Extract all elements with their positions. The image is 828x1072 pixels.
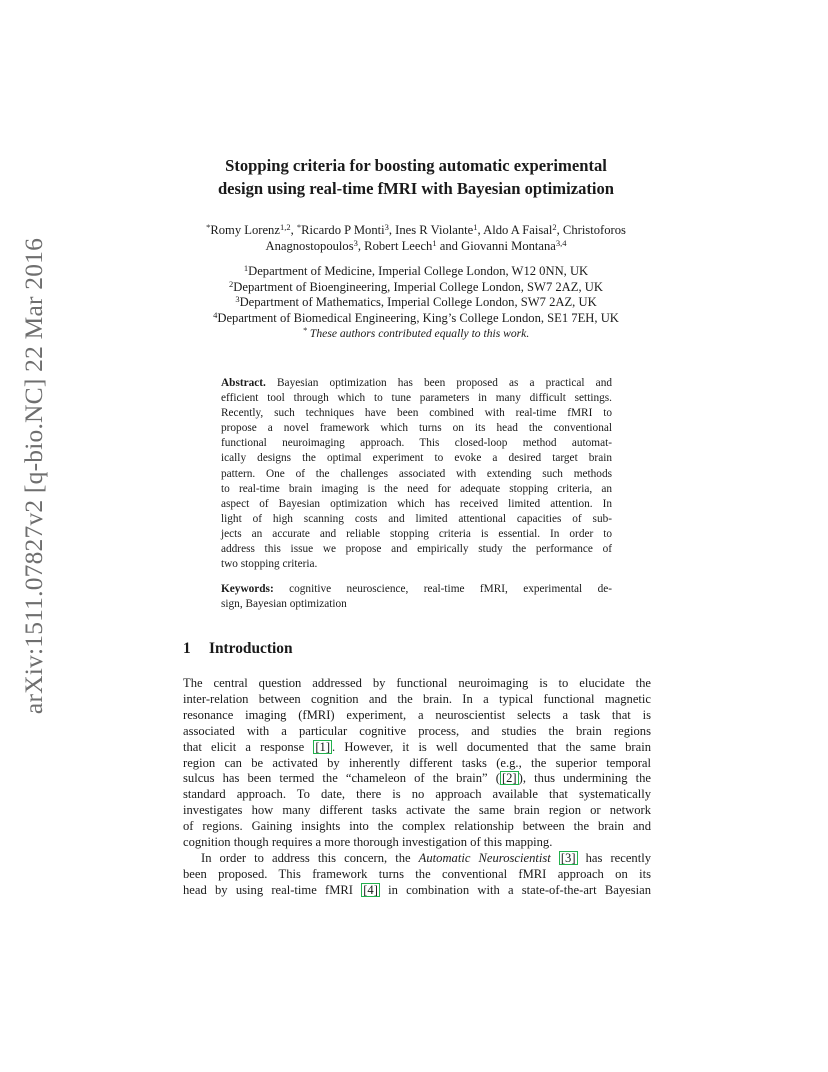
- citation-link[interactable]: [3]: [560, 850, 576, 865]
- affiliation: $^3$Department of Mathematics, Imperial College London, SW7 2AZ, UK: [235, 294, 597, 309]
- body-line: resonance imaging (fMRI) experiment, a neuroscientist selects a task that is: [183, 707, 651, 722]
- abstract-line: Abstract. Bayesian optimization has been proposed as a practical and: [221, 377, 612, 389]
- keywords-line: sign, Bayesian optimization: [221, 598, 347, 611]
- keywords: [221, 582, 612, 612]
- body-line: sulcus has been termed the “chameleon of the brain” ( [2] ), thus undermining the: [183, 771, 651, 786]
- section-heading: [183, 640, 293, 658]
- affiliation-list: [150, 264, 682, 342]
- body-line: region can be activated by inherently different tasks (e.g., the superior temporal: [183, 755, 651, 770]
- author-name: Ines R Violante: [395, 223, 474, 237]
- abstract-line: functional neuroimaging approach. This closed-loop method automat-: [221, 437, 612, 450]
- abstract-label: Abstract.: [221, 377, 266, 389]
- body-line: In order to address this concern, the Automatic Neuroscientist [3] has recently: [201, 850, 651, 865]
- affiliation: $^1$Department of Medicine, Imperial College London, W12 0NN, UK: [243, 263, 589, 278]
- abstract-line: propose a novel framework which turns on its head the conventional: [221, 422, 612, 435]
- paper-title: [150, 154, 682, 200]
- author-name: Ricardo P Monti: [301, 223, 385, 237]
- body-line: that elicit a response [1] . However, it is well documented that the same brain: [183, 739, 652, 754]
- abstract-line: address this issue we propose and empirically study the performance of: [221, 543, 612, 556]
- author-name: and Giovanni Montana: [439, 239, 556, 253]
- abstract-line: aspect of Bayesian optimization which has received limited attention. In: [221, 497, 612, 510]
- abstract: [221, 376, 612, 612]
- body-text: [183, 676, 651, 899]
- body-line: The central question addressed by functional neuroimaging is to elucidate the: [183, 676, 651, 690]
- body-line: associated with a particular cognitive process, and studies the brain regions: [183, 723, 651, 738]
- abstract-line: to real-time brain imaging is the need for adequate stopping criteria, an: [221, 482, 612, 495]
- equal-contribution-note: * These authors contributed equally to this work.: [302, 325, 530, 340]
- citation-link[interactable]: [4]: [363, 882, 378, 897]
- emphasized-text: Automatic Neuroscientist: [418, 850, 551, 865]
- author-name: Romy Lorenz: [210, 223, 280, 237]
- author-list: [150, 222, 682, 254]
- body-line: inter-relation between cognition and the brain. In a typical functional magnetic: [183, 691, 651, 706]
- author-line: *Romy Lorenz$^{1,2}$, *Ricardo P Monti$^3$, Ines R Violante$^1$, Aldo A Faisal$^2$, Christoforos: [206, 222, 626, 237]
- title-line: design using real-time fMRI with Bayesian optimization: [217, 179, 615, 198]
- affiliation: $^2$Department of Bioengineering, Imperial College London, SW7 2AZ, UK: [229, 278, 603, 294]
- body-line: been proposed. This framework turns the conventional fMRI approach on its: [183, 866, 651, 881]
- abstract-line: Recently, such techniques have been combined with real-time fMRI to: [221, 407, 612, 420]
- abstract-line: efficient tool through which to tune parameters in many difficult settings.: [221, 392, 612, 405]
- affiliation: $^4$Department of Biomedical Engineering, King’s College London, SE1 7EH, UK: [213, 309, 619, 325]
- author-line: Anagnostopoulos$^3$, Robert Leech$^1$ and Giovanni Montana$^{3,4}$: [265, 238, 567, 253]
- body-line: of regions. Gaining insights into the complex relationship between the brain and: [183, 819, 651, 834]
- citation-link[interactable]: [1]: [315, 739, 331, 754]
- abstract-line: two stopping criteria.: [221, 558, 318, 571]
- abstract-line: jects an accurate and reliable stopping criteria is essential. In order to: [221, 527, 612, 540]
- body-line: head by using real-time fMRI [4] in combination with a state-of-the-art Bayesian: [183, 882, 651, 897]
- author-name: Robert Leech: [364, 239, 433, 253]
- keywords-line: Keywords: cognitive neuroscience, real-time fMRI, experimental de-: [221, 583, 612, 596]
- body-line: investigates how many different tasks activate the same brain region or network: [183, 803, 651, 818]
- citation-link[interactable]: [2]: [501, 771, 517, 786]
- arxiv-identifier-stamp: arXiv:1511.07827v2 [q-bio.NC] 22 Mar 2016: [19, 237, 48, 715]
- title-line: Stopping criteria for boosting automatic experimental: [225, 156, 607, 175]
- author-name: Christoforos: [562, 223, 626, 237]
- body-line: cognition though requires a more thorough investigation of this mapping.: [183, 835, 553, 850]
- keywords-label: Keywords:: [221, 583, 274, 596]
- body-line: standard approach. To date, there is no approach available that systematically: [183, 787, 651, 802]
- section-title: Introduction: [209, 640, 293, 657]
- section-number: 1: [183, 640, 191, 657]
- author-name: Anagnostopoulos: [265, 239, 354, 253]
- abstract-line: pattern. One of the challenges associated with extending such methods: [221, 467, 612, 480]
- author-name: Aldo A Faisal: [483, 223, 553, 237]
- abstract-line: ically designs the optimal experiment to evoke a desired target brain: [221, 452, 612, 465]
- abstract-line: light of high scanning costs and limited attentional capacities of sub-: [221, 512, 612, 525]
